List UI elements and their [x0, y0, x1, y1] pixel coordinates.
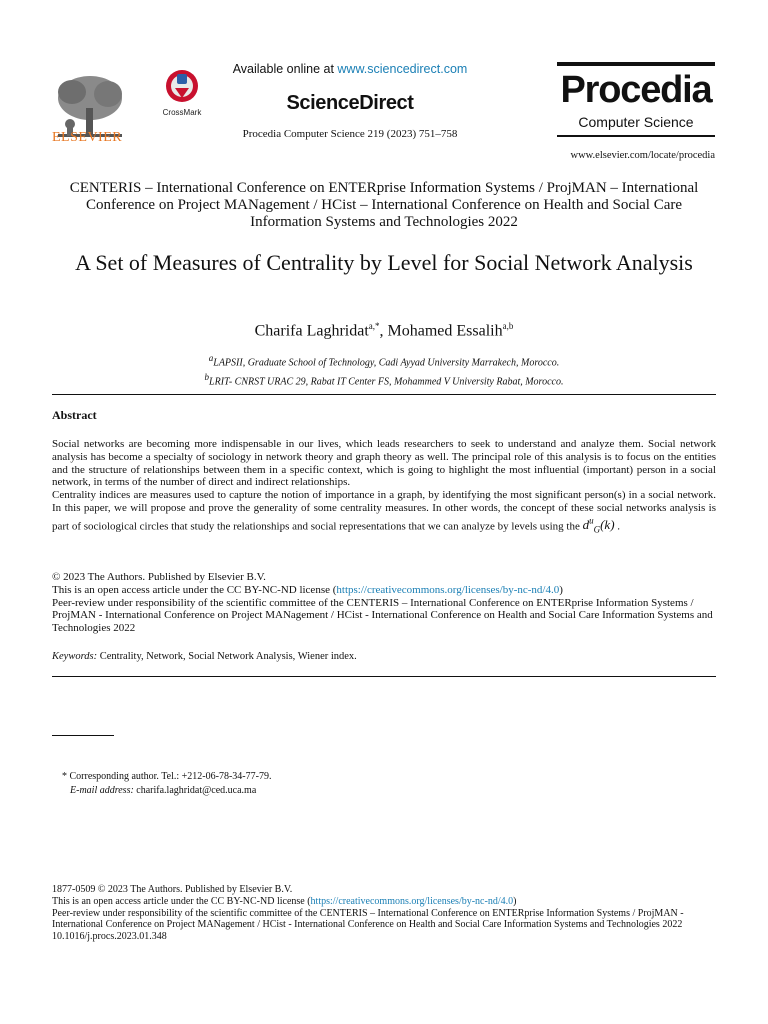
- crossmark-icon: [158, 68, 206, 108]
- available-prefix: Available online at: [232, 62, 338, 76]
- affil-text: LAPSII, Graduate School of Technology, Cadi Ayyad University Marrakech, Morocco.: [213, 357, 560, 369]
- math-sup: u: [589, 515, 594, 526]
- bottom-peer-review: Peer-review under responsibility of the scientific committee of the CENTERIS – International Conference on ENTERprise Information Systems / ProjMAN - International Conference on Project MANagement / HCist - International Conference on Health and Social Care Information Systems and Technologies 2022: [52, 907, 684, 931]
- license-link[interactable]: https://creativecommons.org/licenses/by-nc-nd/4.0: [336, 583, 560, 596]
- peer-review-line: Peer-review under responsibility of the scientific committee of the CENTERIS – International Conference on ENTERprise Information Systems / ProjMAN - International Conference on Project MANagement / HCist - International Conference on Health and Social Care Information Systems and Technologies 2022: [52, 596, 713, 635]
- abstract-text: Centrality indices are measures used to capture the notion of importance in a graph, by identifying the most significant person(s) in a social network. In this paper, we will propose and prove the generality of some centrality measures. In other words, the concept of these social networks analysis is part of sociological circles that study the relationships and social representations that we can analyze by levels using the: [52, 489, 716, 533]
- affiliations: [60, 351, 708, 390]
- doi[interactable]: 10.1016/j.procs.2023.01.348: [52, 931, 167, 943]
- corresponding-author: * Corresponding author. Tel.: +212-06-78-34-77-79.: [62, 771, 272, 782]
- keywords-text: Centrality, Network, Social Network Analysis, Wiener index.: [97, 651, 357, 662]
- elsevier-wordmark: ELSEVIER: [52, 130, 123, 145]
- math-base: d: [582, 517, 590, 533]
- abstract-bottom-rule: [52, 676, 716, 677]
- affil-mark: b: [204, 372, 210, 383]
- available-online: [200, 62, 500, 76]
- license-suffix: ): [559, 583, 563, 596]
- bottom-license-prefix: This is an open access article under the CC BY-NC-ND license (: [52, 895, 311, 907]
- abstract-text-end: .: [614, 520, 621, 533]
- author-list: [60, 321, 708, 340]
- paper-title: A Set of Measures of Centrality by Level for Social Network Analysis: [75, 250, 693, 275]
- affiliation-line: [60, 351, 708, 370]
- email-line: [62, 784, 702, 798]
- crossmark-label: CrossMark: [162, 108, 202, 117]
- keywords: [52, 651, 716, 662]
- affil-mark: a: [208, 353, 214, 363]
- procedia-bottom-rule: [557, 135, 715, 137]
- bottom-publication-info: [52, 884, 716, 943]
- bottom-license-suffix: ): [513, 895, 517, 907]
- abstract-paragraph: Social networks are becoming more indispensable in our lives, which leads researchers to seek to understand and analyze them. Social network analysis has become a specialty of sociology in network theory and graph theory as well. The principal role of this analysis is to focus on the entities and the structure of relationships between them in a specific context, which is going to highlight the most influential (important) person in a social network, in terms of the number of direct and indirect relationships.: [52, 438, 716, 489]
- author-affil-mark: a,b: [502, 321, 514, 331]
- keywords-label: Keywords:: [52, 651, 98, 662]
- procedia-top-rule: [557, 62, 715, 66]
- author-name: Mohamed Essalih: [387, 322, 503, 340]
- copyright-block: [52, 571, 716, 635]
- footnote: [62, 770, 702, 798]
- procedia-subtitle: Computer Science: [578, 114, 694, 130]
- abstract-top-rule: [52, 394, 716, 395]
- procedia-logo: [557, 62, 715, 140]
- license-prefix: This is an open access article under the CC BY-NC-ND license (: [52, 583, 337, 596]
- author-name: Charifa Laghridat: [254, 322, 369, 340]
- bottom-license-line: [52, 896, 716, 908]
- abstract-heading: Abstract: [52, 408, 97, 422]
- copyright-line: © 2023 The Authors. Published by Elsevier B.V.: [52, 571, 266, 583]
- abstract-body: [52, 438, 716, 537]
- math-sub: G: [593, 524, 601, 535]
- procedia-name: Procedia: [560, 69, 712, 111]
- author-separator: ,: [379, 322, 388, 340]
- journal-url[interactable]: www.elsevier.com/locate/procedia: [570, 150, 715, 161]
- author-affil-mark: a,*: [368, 321, 380, 331]
- license-line: [52, 584, 716, 597]
- math-arg: (k): [600, 517, 615, 533]
- sciencedirect-brand: ScienceDirect: [286, 92, 414, 114]
- email-label: E-mail address:: [70, 785, 134, 796]
- abstract-paragraph: [52, 489, 716, 536]
- bottom-license-link[interactable]: https://creativecommons.org/licenses/by-nc-nd/4.0: [310, 895, 514, 907]
- math-formula: [582, 515, 615, 535]
- issn-line: 1877-0509 © 2023 The Authors. Published by Elsevier B.V.: [52, 884, 293, 895]
- journal-reference: Procedia Computer Science 219 (2023) 751–758: [242, 128, 458, 140]
- affiliation-line: [60, 370, 708, 389]
- email-address[interactable]: charifa.laghridat@ced.uca.ma: [133, 785, 257, 796]
- crossmark-badge[interactable]: [158, 68, 206, 122]
- affil-text: LRIT- CNRST URAC 29, Rabat IT Center FS, Mohammed V University Rabat, Morocco.: [209, 376, 564, 388]
- sciencedirect-link[interactable]: www.sciencedirect.com: [337, 62, 468, 76]
- conference-name: CENTERIS – International Conference on ENTERprise Information Systems / ProjMAN – International Conference on Project MANagement / HCist – International Conference on Health and Social Care Information Systems and Technologies 2022: [69, 180, 699, 230]
- footnote-rule: [52, 735, 114, 736]
